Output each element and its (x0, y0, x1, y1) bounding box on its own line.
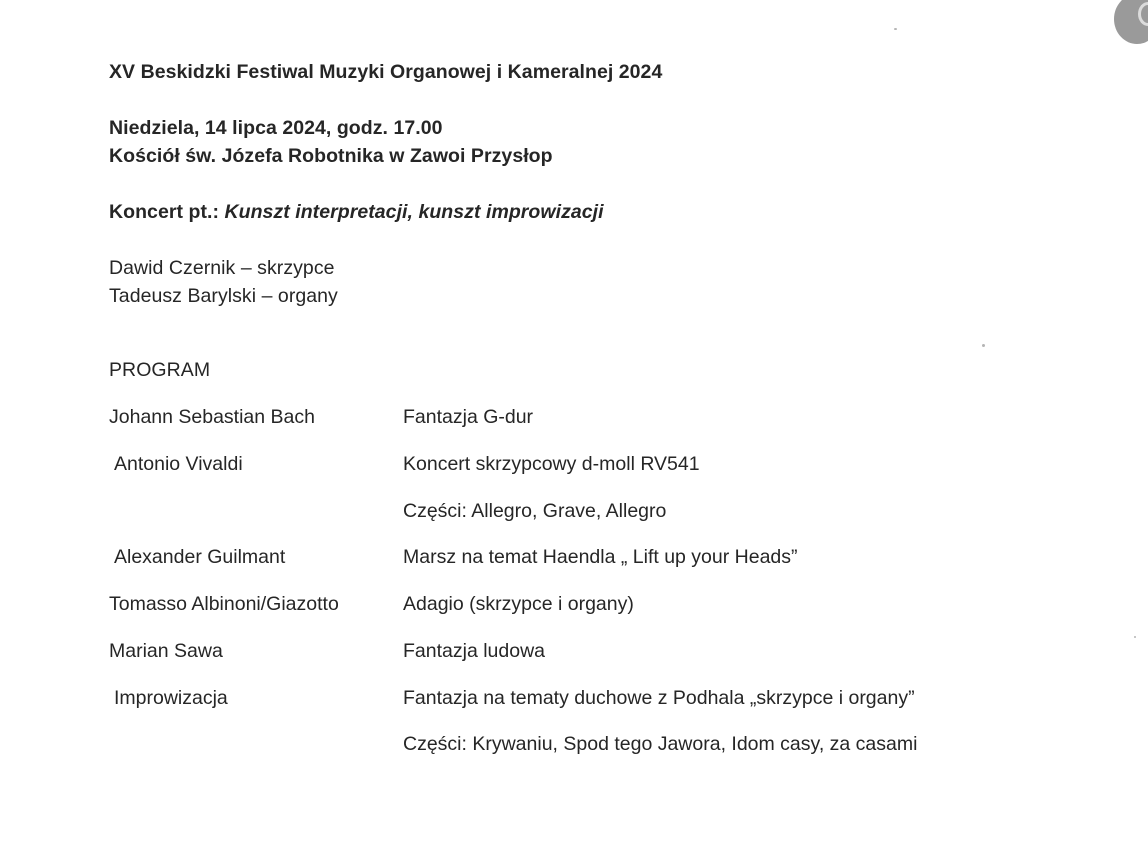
event-venue: Kościół św. Józefa Robotnika w Zawoi Przysłop (109, 145, 553, 167)
program-work: Fantazja ludowa (403, 640, 546, 662)
program-work-parts: Części: Krywaniu, Spod tego Jawora, Idom casy, za casami (403, 733, 918, 755)
program-work-parts: Części: Allegro, Grave, Allegro (403, 500, 667, 522)
event-date-time: Niedziela, 14 lipca 2024, godz. 17.00 (109, 117, 443, 139)
program-composer: Tomasso Albinoni/Giazotto (109, 593, 339, 615)
concert-prefix: Koncert pt.: (109, 201, 225, 223)
program-work: Adagio (skrzypce i organy) (403, 593, 634, 615)
program-work: Koncert skrzypcowy d-moll RV541 (403, 453, 700, 475)
concert-title: Kunszt interpretacji, kunszt improwizacji (224, 201, 604, 223)
program-composer: Antonio Vivaldi (114, 453, 243, 475)
scan-speck (894, 28, 897, 30)
program-work: Fantazja na tematy duchowe z Podhala „skrzypce i organy” (403, 687, 915, 709)
concert-title-line (109, 200, 604, 224)
program-heading: PROGRAM (109, 359, 211, 381)
program-composer: Alexander Guilmant (114, 546, 286, 568)
program-work: Marsz na temat Haendla „ Lift up your Heads” (403, 546, 798, 568)
scroll-glyph (1138, 2, 1148, 26)
performer: Dawid Czernik – skrzypce (109, 257, 335, 279)
scan-speck (982, 344, 985, 347)
performer: Tadeusz Barylski – organy (109, 285, 338, 307)
program-composer: Marian Sawa (109, 640, 223, 662)
program-composer: Johann Sebastian Bach (109, 406, 315, 428)
program-composer: Improwizacja (114, 687, 228, 709)
festival-title: XV Beskidzki Festiwal Muzyki Organowej i Kameralnej 2024 (109, 61, 663, 83)
program-work: Fantazja G-dur (403, 406, 534, 428)
scroll-circle-icon[interactable] (1114, 0, 1148, 44)
scan-speck (1134, 636, 1136, 638)
